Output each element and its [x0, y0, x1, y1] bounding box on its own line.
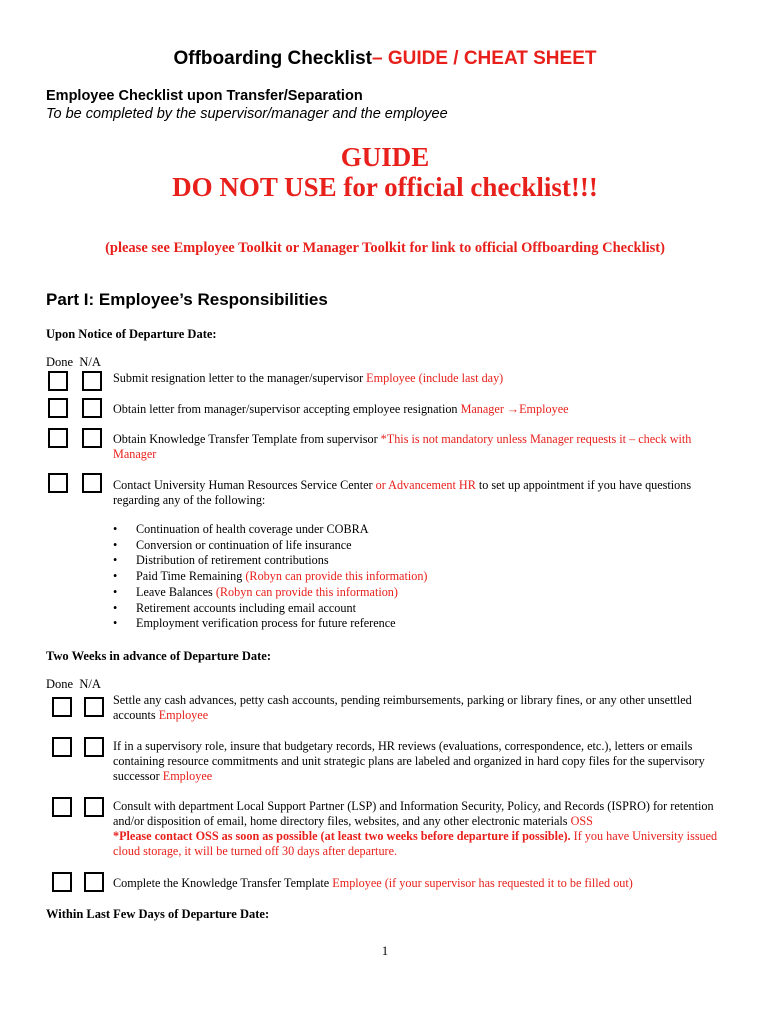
- na-checkbox[interactable]: [82, 371, 102, 391]
- section1-columns: [46, 355, 101, 370]
- na-checkbox[interactable]: [82, 428, 102, 448]
- na-checkbox[interactable]: [84, 797, 104, 817]
- bullet-icon: •: [113, 553, 118, 568]
- toolkit-note: (please see Employee Toolkit or Manager Toolkit for link to official Offboarding Checklist): [105, 240, 665, 256]
- na-checkbox[interactable]: [82, 398, 102, 418]
- col-na-label: N/A: [79, 677, 101, 691]
- checklist-item: Settle any cash advances, petty cash accounts, pending reimbursements, parking or library fines, or any other unsettled accounts Employee: [113, 693, 692, 722]
- checklist-item: Complete the Knowledge Transfer Template Employee (if your supervisor has requested it to be filled out): [113, 876, 633, 890]
- checklist-item: Obtain Knowledge Transfer Template from supervisor *This is not mandatory unless Manager requests it – check with Manager: [113, 432, 692, 461]
- checklist-item: Contact University Human Resources Service Center or Advancement HR to set up appointment if you have questions regarding any of the following:: [113, 478, 692, 507]
- col-done-label: Done: [46, 355, 74, 369]
- na-checkbox[interactable]: [84, 872, 104, 892]
- done-checkbox[interactable]: [52, 697, 72, 717]
- na-checkbox[interactable]: [82, 473, 102, 493]
- guide-banner-line1: GUIDE: [340, 142, 430, 172]
- subtitle: Employee Checklist upon Transfer/Separation: [46, 88, 363, 104]
- done-checkbox[interactable]: [48, 428, 68, 448]
- na-checkbox[interactable]: [84, 697, 104, 717]
- bullet-icon: •: [113, 569, 118, 584]
- col-done-label: Done: [46, 677, 74, 691]
- list-item: • Continuation of health coverage under COBRA: [113, 522, 369, 536]
- col-na-label: N/A: [79, 355, 101, 369]
- list-item: • Retirement accounts including email account: [113, 600, 356, 615]
- done-checkbox[interactable]: [48, 371, 68, 391]
- checklist-item: Obtain letter from manager/supervisor accepting employee resignation Manager →Employee: [113, 402, 569, 416]
- done-checkbox[interactable]: [52, 797, 72, 817]
- bullet-icon: •: [113, 616, 118, 631]
- page-number: 1: [381, 944, 389, 958]
- done-checkbox[interactable]: [48, 398, 68, 418]
- bullet-icon: •: [113, 537, 118, 552]
- list-item: • Paid Time Remaining (Robyn can provide this information): [113, 569, 428, 584]
- done-checkbox[interactable]: [48, 473, 68, 493]
- title-main: Offboarding Checklist: [173, 48, 372, 69]
- section1-heading: Upon Notice of Departure Date:: [46, 327, 217, 341]
- checklist-item: Submit resignation letter to the manager/supervisor Employee (include last day): [113, 371, 504, 385]
- guide-banner-line2: DO NOT USE for official checklist!!!: [172, 172, 598, 202]
- topics-list: [113, 522, 427, 632]
- bullet-icon: •: [113, 522, 118, 536]
- page-title: [0, 48, 770, 70]
- list-item: • Conversion or continuation of life insurance: [113, 537, 352, 552]
- bullet-icon: •: [113, 584, 118, 599]
- checklist-item: If in a supervisory role, insure that budgetary records, HR reviews (evaluations, correspondence, etc.), letters or emails containing resource commitments and unit strategic plans are labeled and organized in hard copy files for the supervisory successor Employee: [113, 739, 705, 783]
- section3-heading: Within Last Few Days of Departure Date:: [46, 907, 270, 921]
- title-red: – GUIDE / CHEAT SHEET: [371, 48, 597, 69]
- checklist-item: Consult with department Local Support Partner (LSP) and Information Security, Policy, and Records (ISPRO) for retention and/or disposition of email, home directory files, websites, and any other electronic materials OSS *Please contact OSS as soon as possible (at least two weeks before departure if possible). If you have University issued cloud storage, it will be turned off 30 days after departure.: [113, 799, 718, 858]
- subtitle-italic: To be completed by the supervisor/manager and the employee: [46, 106, 448, 122]
- list-item: • Leave Balances (Robyn can provide this information): [113, 584, 398, 599]
- done-checkbox[interactable]: [52, 737, 72, 757]
- na-checkbox[interactable]: [84, 737, 104, 757]
- done-checkbox[interactable]: [52, 872, 72, 892]
- list-item: • Distribution of retirement contributions: [113, 553, 329, 568]
- section2-heading: Two Weeks in advance of Departure Date:: [46, 649, 271, 663]
- section2-columns: [46, 677, 101, 692]
- list-item: • Employment verification process for future reference: [113, 616, 396, 631]
- bullet-icon: •: [113, 600, 118, 615]
- part1-heading: Part I: Employee’s Responsibilities: [46, 290, 328, 309]
